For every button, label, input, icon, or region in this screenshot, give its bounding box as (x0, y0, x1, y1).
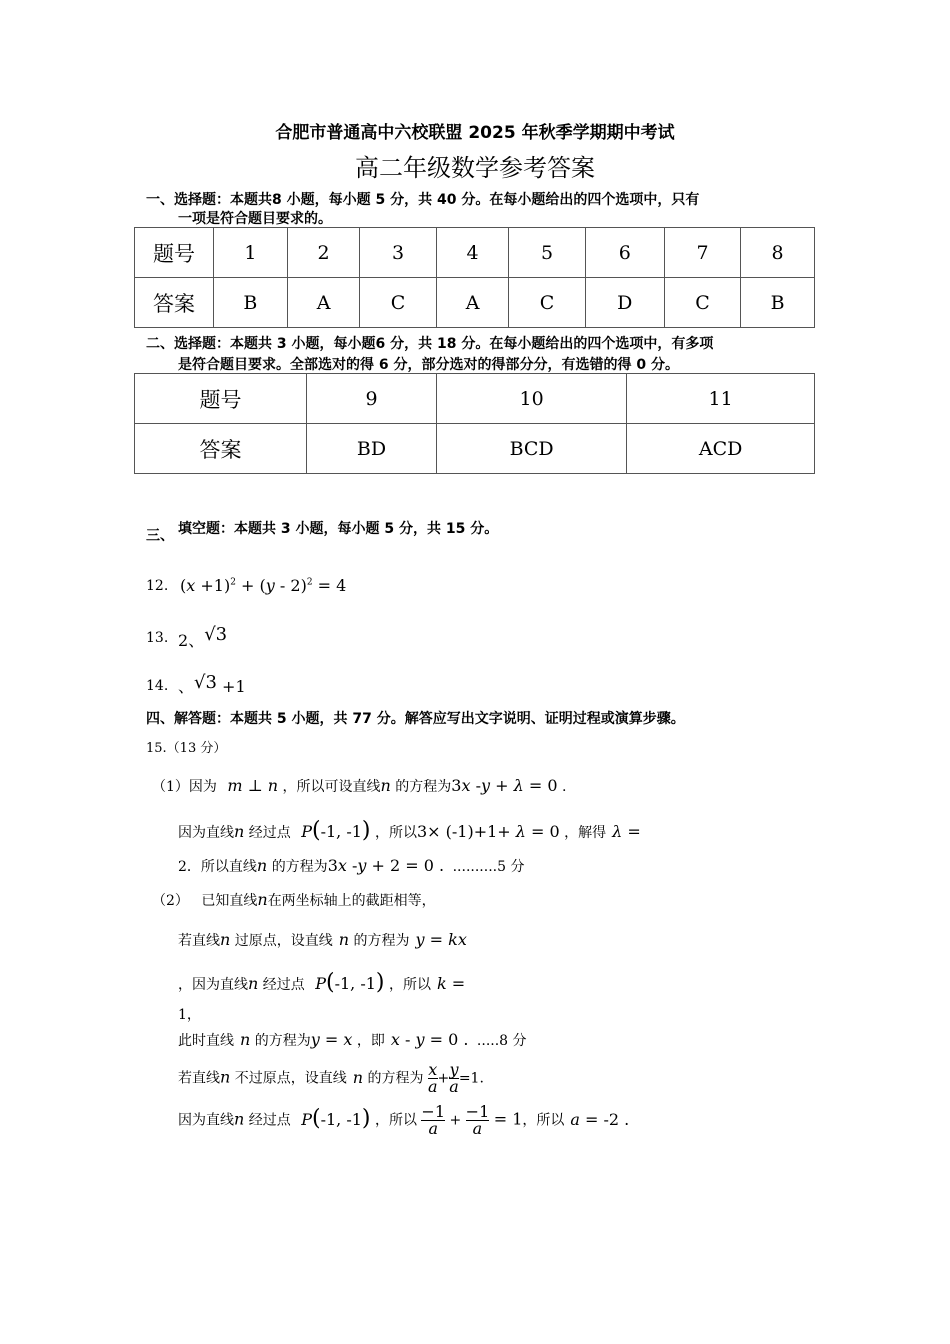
table-row (135, 424, 815, 474)
q15-part2-line4: 1， (178, 1007, 201, 1023)
section2-heading-line2: 是符合题目要求。全部选对的得 6 分，部分选对的得部分分，有选错的得 0 分。 (178, 357, 679, 373)
answer-key-title: 高二年级数学参考答案 (355, 154, 595, 182)
section2-answer-table (134, 373, 815, 474)
section2-heading-line1: 二、选择题：本题共 3 小题，每小题6 分，共 18 分。在每小题给出的四个选项中，有多项 (146, 336, 714, 352)
q15-part2-line7: 因为直线n 经过点 P(-1, -1) ，所以 $\frac{-1}{a}$ + $\frac{-1}{a}$ = 1，所以 a = -2 . (178, 1102, 630, 1138)
answer-cell: D (585, 278, 664, 328)
row-label: 题号 (135, 374, 307, 424)
answer-cell: C (509, 278, 585, 328)
section1-heading-line2: 一项是符合题目要求的。 (178, 211, 332, 227)
row-label: 答案 (135, 424, 307, 474)
q12-answer: $(x +1)^2 + (y - 2)^2 = 4$ (180, 576, 347, 595)
row-label: 答案 (135, 278, 214, 328)
q15-part2-line5: 此时直线 n 的方程为y = x ，即 x - y = 0 . .....8 分 (178, 1030, 527, 1049)
question-cell: 1 (214, 228, 288, 278)
question-cell: 11 (627, 374, 815, 424)
q15-part1-line3: 2．所以直线n 的方程为3x -y + 2 = 0 . ..........5 分 (178, 856, 525, 875)
answer-cell: BCD (437, 424, 627, 474)
table-row (135, 278, 815, 328)
section1-answer-table (134, 227, 815, 328)
section4-heading: 四、解答题：本题共 5 小题，共 77 分。解答应写出文字说明、证明过程或演算步骤。 (146, 711, 685, 727)
q12-number: 12. (146, 578, 169, 594)
answer-cell: C (360, 278, 436, 328)
q15-part2-line1: （2） 已知直线n在两坐标轴上的截距相等， (152, 890, 436, 909)
q15-part2-line2: 若直线n 过原点，设直线 n 的方程为 y = kx (178, 930, 467, 949)
question-cell: 4 (436, 228, 509, 278)
q15-part2-line6: 若直线n 不过原点，设直线 n 的方程为 $\frac{x}{a}$ + $\frac{y}{a}$ =1. (178, 1060, 484, 1096)
table-row (135, 374, 815, 424)
answer-cell: B (214, 278, 288, 328)
question-cell: 3 (360, 228, 436, 278)
exam-title: 合肥市普通高中六校联盟 2025 年秋季学期期中考试 (275, 123, 675, 143)
q13-answer: 2、√3 (178, 624, 228, 650)
q15-part2-line3: ，因为直线n 经过点 P(-1, -1) ，所以 k = (178, 970, 466, 995)
answer-cell: A (287, 278, 360, 328)
q14-answer: 、√3 +1 (178, 672, 246, 696)
question-cell: 6 (585, 228, 664, 278)
row-label: 题号 (135, 228, 214, 278)
q15-header: 15.（13 分） (146, 741, 227, 756)
question-cell: 10 (437, 374, 627, 424)
question-cell: 7 (664, 228, 740, 278)
answer-cell: B (741, 278, 815, 328)
answer-cell: ACD (627, 424, 815, 474)
answer-cell: BD (307, 424, 437, 474)
section3-prefix: 三、 (146, 528, 174, 544)
question-cell: 9 (307, 374, 437, 424)
question-cell: 8 (741, 228, 815, 278)
section1-heading-line1: 一、选择题：本题共8 小题，每小题 5 分，共 40 分。在每小题给出的四个选项中，只有 (146, 192, 700, 208)
table-row (135, 228, 815, 278)
section3-heading: 填空题：本题共 3 小题，每小题 5 分，共 15 分。 (178, 521, 499, 537)
q15-part1-line1: （1）因为 m ⊥ n ，所以可设直线n 的方程为3x -y + λ = 0 . (152, 776, 567, 795)
answer-cell: C (664, 278, 740, 328)
question-cell: 2 (287, 228, 360, 278)
q14-number: 14. (146, 678, 169, 694)
q15-part1-line2: 因为直线n 经过点 P(-1, -1) ，所以3× (-1)+1+ λ = 0 ，解得 λ = (178, 818, 641, 843)
q13-number: 13. (146, 630, 169, 646)
answer-cell: A (436, 278, 509, 328)
question-cell: 5 (509, 228, 585, 278)
